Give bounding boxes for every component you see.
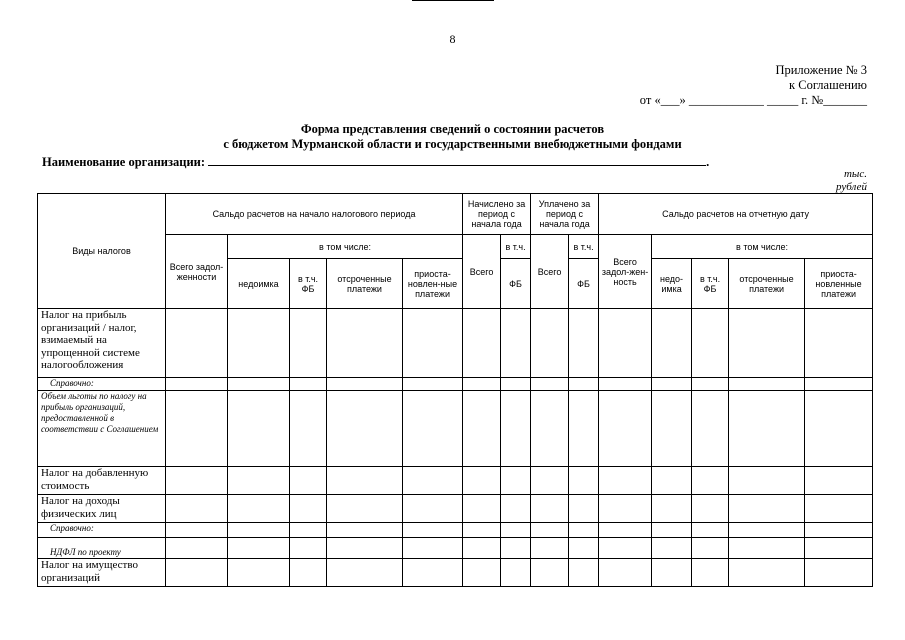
table-cell[interactable] (805, 538, 873, 559)
table-cell[interactable] (228, 391, 290, 467)
units-label (836, 168, 867, 194)
form-title-line-1: Форма представления сведений о состоянии расчетов (300, 122, 605, 136)
table-cell[interactable] (531, 559, 569, 587)
row-label-profit-tax-benefit: Объем льготы по налогу на прибыль организаций, предоставленной в соответствии с Соглашением (38, 391, 166, 467)
row-label-personal-income-tax: Налог на доходы физических лиц (38, 495, 166, 523)
table-cell[interactable] (166, 523, 228, 538)
table-cell[interactable] (569, 523, 599, 538)
table-cell[interactable] (599, 523, 652, 538)
table-cell[interactable] (569, 391, 599, 467)
table-cell[interactable] (805, 559, 873, 587)
header-deferred-end: отсроченные платежи (729, 259, 805, 309)
table-cell[interactable] (290, 391, 327, 467)
table-row (38, 538, 873, 559)
header-total-debt-end: Всего задол-жен-ность (599, 235, 652, 309)
table-cell[interactable] (166, 309, 228, 378)
table-cell[interactable] (327, 391, 403, 467)
table-cell[interactable] (652, 391, 692, 467)
table-cell[interactable] (692, 523, 729, 538)
table-cell[interactable] (652, 309, 692, 378)
table-cell[interactable] (531, 391, 569, 467)
page-number: 8 (449, 32, 456, 46)
header-tax-kind: Виды налогов (38, 194, 166, 309)
table-cell[interactable] (569, 538, 599, 559)
table-cell[interactable] (501, 378, 531, 391)
table-cell[interactable] (228, 559, 290, 587)
table-cell[interactable] (692, 495, 729, 523)
table-cell[interactable] (599, 309, 652, 378)
header-paid-incl: в т.ч. (569, 235, 599, 259)
table-cell[interactable] (569, 495, 599, 523)
form-title-line-2: с бюджетом Мурманской области и государственными внебюджетными фондами (223, 137, 682, 151)
units-line-2: рублей (836, 181, 867, 193)
table-cell[interactable] (403, 559, 463, 587)
table-cell[interactable] (599, 378, 652, 391)
table-cell[interactable] (463, 467, 501, 495)
table-cell[interactable] (166, 559, 228, 587)
table-cell[interactable] (403, 391, 463, 467)
table-cell[interactable] (501, 538, 531, 559)
annex-line-1: Приложение № 3 (775, 63, 867, 77)
row-label-reference-2: Справочно: (38, 523, 166, 538)
table-row (38, 495, 873, 523)
table-cell[interactable] (403, 495, 463, 523)
table-cell[interactable] (569, 378, 599, 391)
table-row (38, 467, 873, 495)
header-accrued-fb: ФБ (501, 259, 531, 309)
table-cell[interactable] (463, 523, 501, 538)
table-cell[interactable] (692, 559, 729, 587)
organization-label: Наименование организации: (42, 155, 206, 169)
table-cell[interactable] (569, 467, 599, 495)
table-cell[interactable] (463, 495, 501, 523)
row-label-profit-tax: Налог на прибыль организаций / налог, взимаемый на упрощенной системе налогообложения (38, 309, 166, 378)
table-cell[interactable] (463, 559, 501, 587)
header-fb-end: в т.ч. ФБ (692, 259, 729, 309)
table-cell[interactable] (166, 391, 228, 467)
table-cell[interactable] (805, 378, 873, 391)
table-cell[interactable] (652, 378, 692, 391)
table-cell[interactable] (403, 538, 463, 559)
table-cell[interactable] (403, 309, 463, 378)
table-cell[interactable] (531, 523, 569, 538)
organization-name-field[interactable] (208, 153, 706, 166)
table-cell[interactable] (290, 309, 327, 378)
table-row (38, 391, 873, 467)
table-cell[interactable] (501, 559, 531, 587)
header-paid: Уплачено за период с начала года (531, 194, 599, 235)
top-edge-line (412, 0, 494, 1)
header-accrued-incl: в т.ч. (501, 235, 531, 259)
tax-settlements-table (37, 193, 873, 587)
table-cell[interactable] (652, 467, 692, 495)
table-cell[interactable] (692, 467, 729, 495)
table-cell[interactable] (290, 467, 327, 495)
table-cell[interactable] (501, 391, 531, 467)
table-row (38, 378, 873, 391)
table-cell[interactable] (599, 391, 652, 467)
table-cell[interactable] (805, 523, 873, 538)
table-cell[interactable] (463, 378, 501, 391)
table-cell[interactable] (692, 538, 729, 559)
table-cell[interactable] (531, 309, 569, 378)
table-cell[interactable] (501, 309, 531, 378)
table-cell[interactable] (531, 538, 569, 559)
header-arrears-end: недо-имка (652, 259, 692, 309)
table-cell[interactable] (652, 538, 692, 559)
table-cell[interactable] (729, 391, 805, 467)
table-cell[interactable] (652, 559, 692, 587)
table-cell[interactable] (599, 495, 652, 523)
table-cell[interactable] (463, 538, 501, 559)
table-cell[interactable] (228, 495, 290, 523)
header-deferred-start: отсроченные платежи (327, 259, 403, 309)
row-label-vat: Налог на добавленную стоимость (38, 467, 166, 495)
row-label-reference-1: Справочно: (38, 378, 166, 391)
table-cell[interactable] (403, 523, 463, 538)
table-cell[interactable] (599, 538, 652, 559)
table-cell[interactable] (327, 559, 403, 587)
table-cell[interactable] (531, 378, 569, 391)
table-cell[interactable] (692, 309, 729, 378)
header-arrears-start: недоимка (228, 259, 290, 309)
table-cell[interactable] (228, 523, 290, 538)
table-cell[interactable] (501, 523, 531, 538)
organization-end-mark: . (706, 155, 710, 169)
header-suspended-end: приоста-новленные платежи (805, 259, 873, 309)
table-cell[interactable] (228, 378, 290, 391)
header-accrued: Начислено за период с начала года (463, 194, 531, 235)
table-cell[interactable] (327, 523, 403, 538)
table-cell[interactable] (166, 378, 228, 391)
table-cell[interactable] (805, 467, 873, 495)
table-cell[interactable] (403, 467, 463, 495)
header-accrued-total: Всего (463, 235, 501, 309)
table-cell[interactable] (805, 391, 873, 467)
row-label-property-tax: Налог на имущество организаций (38, 559, 166, 587)
units-line-1: тыс. (843, 168, 867, 180)
table-cell[interactable] (166, 467, 228, 495)
annex-line-3: от «___» ____________ _____ г. №_______ (639, 93, 867, 107)
header-balance-end: Сальдо расчетов на отчетную дату (599, 194, 873, 235)
table-cell[interactable] (290, 538, 327, 559)
table-cell[interactable] (228, 538, 290, 559)
table-row (38, 523, 873, 538)
table-cell[interactable] (531, 467, 569, 495)
table-cell[interactable] (729, 378, 805, 391)
table-cell[interactable] (692, 391, 729, 467)
table-cell[interactable] (228, 467, 290, 495)
table-cell[interactable] (228, 309, 290, 378)
table-cell[interactable] (403, 378, 463, 391)
header-fb-start: в т.ч. ФБ (290, 259, 327, 309)
table-cell[interactable] (569, 309, 599, 378)
header-including-end: в том числе: (652, 235, 873, 259)
table-row (38, 559, 873, 587)
table-cell[interactable] (501, 467, 531, 495)
table-cell[interactable] (166, 538, 228, 559)
table-cell[interactable] (290, 378, 327, 391)
table-cell[interactable] (692, 378, 729, 391)
table-cell[interactable] (327, 495, 403, 523)
header-suspended-start: приоста-новлен-ные платежи (403, 259, 463, 309)
table-cell[interactable] (805, 495, 873, 523)
table-cell[interactable] (463, 391, 501, 467)
row-label-ndfl-project: НДФЛ по проекту (38, 538, 166, 559)
header-including-start: в том числе: (228, 235, 463, 259)
header-total-debt-start: Всего задол-женности (166, 235, 228, 309)
table-cell[interactable] (327, 467, 403, 495)
table-cell[interactable] (327, 309, 403, 378)
table-cell[interactable] (652, 495, 692, 523)
table-cell[interactable] (729, 559, 805, 587)
table-cell[interactable] (290, 559, 327, 587)
table-cell[interactable] (327, 378, 403, 391)
table-cell[interactable] (327, 538, 403, 559)
header-paid-total: Всего (531, 235, 569, 309)
table-cell[interactable] (463, 309, 501, 378)
organization-name-row (42, 153, 709, 170)
table-cell[interactable] (729, 467, 805, 495)
table-cell[interactable] (805, 309, 873, 378)
table-cell[interactable] (729, 538, 805, 559)
table-cell[interactable] (729, 309, 805, 378)
table-cell[interactable] (599, 467, 652, 495)
table-cell[interactable] (729, 523, 805, 538)
table-cell[interactable] (531, 495, 569, 523)
table-cell[interactable] (290, 523, 327, 538)
header-paid-fb: ФБ (569, 259, 599, 309)
annex-line-2: к Соглашению (789, 78, 867, 92)
table-cell[interactable] (501, 495, 531, 523)
table-cell[interactable] (166, 495, 228, 523)
table-cell[interactable] (569, 559, 599, 587)
header-balance-start: Сальдо расчетов на начало налогового периода (166, 194, 463, 235)
table-row (38, 309, 873, 378)
table-cell[interactable] (729, 495, 805, 523)
table-cell[interactable] (652, 523, 692, 538)
table-cell[interactable] (290, 495, 327, 523)
table-cell[interactable] (599, 559, 652, 587)
